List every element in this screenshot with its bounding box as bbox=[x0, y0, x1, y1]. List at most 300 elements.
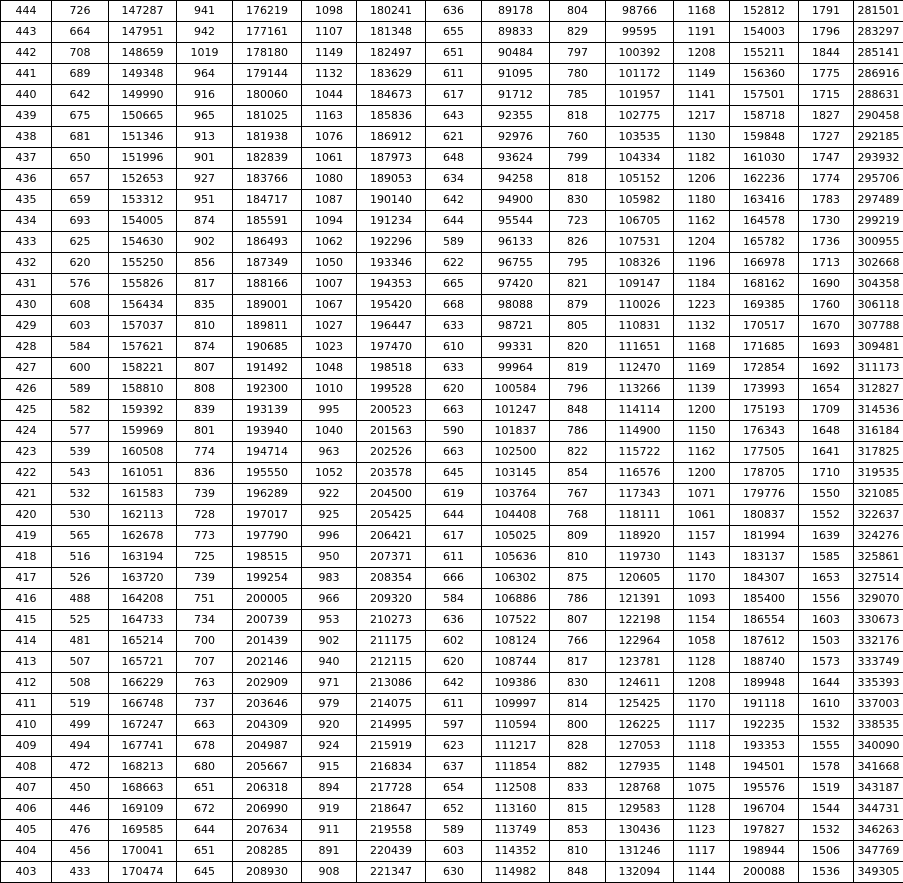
table-cell: 155826 bbox=[109, 274, 177, 295]
table-cell: 1128 bbox=[674, 652, 730, 673]
table-cell: 154005 bbox=[109, 211, 177, 232]
table-cell: 127053 bbox=[606, 736, 674, 757]
table-cell: 196447 bbox=[357, 316, 426, 337]
table-cell: 1641 bbox=[799, 442, 854, 463]
table-cell: 111854 bbox=[482, 757, 550, 778]
table-cell: 1730 bbox=[799, 211, 854, 232]
table-cell: 916 bbox=[177, 85, 233, 106]
table-cell: 1217 bbox=[674, 106, 730, 127]
table-cell: 162113 bbox=[109, 505, 177, 526]
table-cell: 151996 bbox=[109, 148, 177, 169]
table-cell: 108326 bbox=[606, 253, 674, 274]
table-cell: 206990 bbox=[233, 799, 302, 820]
table-cell: 622 bbox=[426, 253, 482, 274]
table-cell: 200739 bbox=[233, 610, 302, 631]
table-cell: 200005 bbox=[233, 589, 302, 610]
table-cell: 202146 bbox=[233, 652, 302, 673]
table-cell: 208285 bbox=[233, 841, 302, 862]
table-cell: 902 bbox=[302, 631, 357, 652]
table-cell: 680 bbox=[177, 757, 233, 778]
table-row bbox=[1, 484, 903, 505]
score-cell: 418 bbox=[1, 547, 52, 568]
table-cell: 159392 bbox=[109, 400, 177, 421]
table-cell: 101957 bbox=[606, 85, 674, 106]
table-cell: 125425 bbox=[606, 694, 674, 715]
table-cell: 637 bbox=[426, 757, 482, 778]
table-cell: 166229 bbox=[109, 673, 177, 694]
table-row bbox=[1, 694, 903, 715]
table-cell: 1062 bbox=[302, 232, 357, 253]
table-cell: 1023 bbox=[302, 337, 357, 358]
table-row bbox=[1, 106, 903, 127]
table-cell: 655 bbox=[426, 22, 482, 43]
table-cell: 1162 bbox=[674, 211, 730, 232]
table-cell: 121391 bbox=[606, 589, 674, 610]
table-cell: 476 bbox=[52, 820, 109, 841]
table-cell: 112470 bbox=[606, 358, 674, 379]
table-cell: 643 bbox=[426, 106, 482, 127]
table-cell: 164578 bbox=[730, 211, 799, 232]
table-cell: 106705 bbox=[606, 211, 674, 232]
table-cell: 678 bbox=[177, 736, 233, 757]
score-cell: 415 bbox=[1, 610, 52, 631]
table-cell: 108744 bbox=[482, 652, 550, 673]
table-cell: 924 bbox=[302, 736, 357, 757]
table-cell: 111217 bbox=[482, 736, 550, 757]
score-cell: 426 bbox=[1, 379, 52, 400]
table-cell: 925 bbox=[302, 505, 357, 526]
table-cell: 728 bbox=[177, 505, 233, 526]
table-cell: 206421 bbox=[357, 526, 426, 547]
table-cell: 882 bbox=[550, 757, 606, 778]
table-cell: 799 bbox=[550, 148, 606, 169]
table-cell: 161583 bbox=[109, 484, 177, 505]
table-cell: 122964 bbox=[606, 631, 674, 652]
score-cell: 404 bbox=[1, 841, 52, 862]
table-row bbox=[1, 505, 903, 526]
table-row bbox=[1, 736, 903, 757]
table-row bbox=[1, 673, 903, 694]
table-cell: 848 bbox=[550, 400, 606, 421]
table-cell: 1048 bbox=[302, 358, 357, 379]
table-cell: 913 bbox=[177, 127, 233, 148]
table-cell: 187973 bbox=[357, 148, 426, 169]
table-cell: 539 bbox=[52, 442, 109, 463]
table-cell: 114900 bbox=[606, 421, 674, 442]
table-cell: 319535 bbox=[854, 463, 903, 484]
table-cell: 189053 bbox=[357, 169, 426, 190]
score-cell: 408 bbox=[1, 757, 52, 778]
table-cell: 450 bbox=[52, 778, 109, 799]
table-cell: 1610 bbox=[799, 694, 854, 715]
table-cell: 113749 bbox=[482, 820, 550, 841]
table-cell: 963 bbox=[302, 442, 357, 463]
table-cell: 307788 bbox=[854, 316, 903, 337]
table-cell: 633 bbox=[426, 358, 482, 379]
table-row bbox=[1, 337, 903, 358]
table-cell: 208354 bbox=[357, 568, 426, 589]
table-cell: 206318 bbox=[233, 778, 302, 799]
table-cell: 185591 bbox=[233, 211, 302, 232]
table-cell: 184673 bbox=[357, 85, 426, 106]
table-cell: 169109 bbox=[109, 799, 177, 820]
table-cell: 217728 bbox=[357, 778, 426, 799]
table-cell: 879 bbox=[550, 295, 606, 316]
table-cell: 103145 bbox=[482, 463, 550, 484]
table-cell: 1076 bbox=[302, 127, 357, 148]
table-row bbox=[1, 589, 903, 610]
table-cell: 603 bbox=[426, 841, 482, 862]
table-cell: 194353 bbox=[357, 274, 426, 295]
table-cell: 333749 bbox=[854, 652, 903, 673]
table-cell: 109147 bbox=[606, 274, 674, 295]
table-cell: 91095 bbox=[482, 64, 550, 85]
table-cell: 519 bbox=[52, 694, 109, 715]
table-cell: 292185 bbox=[854, 127, 903, 148]
table-cell: 205425 bbox=[357, 505, 426, 526]
table-cell: 805 bbox=[550, 316, 606, 337]
table-cell: 611 bbox=[426, 547, 482, 568]
score-cell: 444 bbox=[1, 1, 52, 22]
table-cell: 820 bbox=[550, 337, 606, 358]
table-cell: 161030 bbox=[730, 148, 799, 169]
table-cell: 675 bbox=[52, 106, 109, 127]
table-cell: 154003 bbox=[730, 22, 799, 43]
table-cell: 668 bbox=[426, 295, 482, 316]
table-cell: 1206 bbox=[674, 169, 730, 190]
table-cell: 1169 bbox=[674, 358, 730, 379]
table-cell: 1144 bbox=[674, 862, 730, 883]
score-cell: 433 bbox=[1, 232, 52, 253]
table-cell: 1143 bbox=[674, 547, 730, 568]
table-cell: 105636 bbox=[482, 547, 550, 568]
table-row bbox=[1, 547, 903, 568]
table-cell: 114982 bbox=[482, 862, 550, 883]
table-cell: 329070 bbox=[854, 589, 903, 610]
table-cell: 767 bbox=[550, 484, 606, 505]
table-cell: 633 bbox=[426, 316, 482, 337]
table-cell: 1170 bbox=[674, 694, 730, 715]
table-cell: 488 bbox=[52, 589, 109, 610]
table-row bbox=[1, 778, 903, 799]
table-cell: 1648 bbox=[799, 421, 854, 442]
table-cell: 795 bbox=[550, 253, 606, 274]
table-cell: 1715 bbox=[799, 85, 854, 106]
table-cell: 623 bbox=[426, 736, 482, 757]
table-cell: 106886 bbox=[482, 589, 550, 610]
table-cell: 666 bbox=[426, 568, 482, 589]
table-cell: 98766 bbox=[606, 1, 674, 22]
table-cell: 297489 bbox=[854, 190, 903, 211]
table-cell: 97420 bbox=[482, 274, 550, 295]
table-cell: 836 bbox=[177, 463, 233, 484]
score-cell: 413 bbox=[1, 652, 52, 673]
table-cell: 1117 bbox=[674, 841, 730, 862]
table-cell: 1044 bbox=[302, 85, 357, 106]
table-cell: 1552 bbox=[799, 505, 854, 526]
table-cell: 295706 bbox=[854, 169, 903, 190]
table-cell: 1128 bbox=[674, 799, 730, 820]
table-cell: 113160 bbox=[482, 799, 550, 820]
table-cell: 347769 bbox=[854, 841, 903, 862]
table-cell: 1727 bbox=[799, 127, 854, 148]
table-cell: 1170 bbox=[674, 568, 730, 589]
table-cell: 203646 bbox=[233, 694, 302, 715]
table-cell: 185836 bbox=[357, 106, 426, 127]
table-cell: 129583 bbox=[606, 799, 674, 820]
table-cell: 651 bbox=[177, 841, 233, 862]
table-cell: 651 bbox=[426, 43, 482, 64]
score-cell: 438 bbox=[1, 127, 52, 148]
table-cell: 179776 bbox=[730, 484, 799, 505]
table-body bbox=[1, 1, 903, 883]
table-cell: 446 bbox=[52, 799, 109, 820]
table-cell: 1139 bbox=[674, 379, 730, 400]
score-cell: 432 bbox=[1, 253, 52, 274]
table-cell: 1052 bbox=[302, 463, 357, 484]
table-cell: 195550 bbox=[233, 463, 302, 484]
table-cell: 208930 bbox=[233, 862, 302, 883]
table-cell: 833 bbox=[550, 778, 606, 799]
table-cell: 774 bbox=[177, 442, 233, 463]
table-cell: 201563 bbox=[357, 421, 426, 442]
table-cell: 120605 bbox=[606, 568, 674, 589]
table-cell: 1184 bbox=[674, 274, 730, 295]
table-cell: 162678 bbox=[109, 526, 177, 547]
table-cell: 1555 bbox=[799, 736, 854, 757]
table-cell: 1204 bbox=[674, 232, 730, 253]
table-cell: 809 bbox=[550, 526, 606, 547]
table-cell: 107522 bbox=[482, 610, 550, 631]
table-cell: 187349 bbox=[233, 253, 302, 274]
table-cell: 338535 bbox=[854, 715, 903, 736]
table-cell: 91712 bbox=[482, 85, 550, 106]
table-cell: 198944 bbox=[730, 841, 799, 862]
table-cell: 191234 bbox=[357, 211, 426, 232]
table-cell: 180241 bbox=[357, 1, 426, 22]
table-cell: 1150 bbox=[674, 421, 730, 442]
table-cell: 89178 bbox=[482, 1, 550, 22]
table-cell: 214995 bbox=[357, 715, 426, 736]
table-cell: 1736 bbox=[799, 232, 854, 253]
table-cell: 170041 bbox=[109, 841, 177, 862]
table-cell: 154630 bbox=[109, 232, 177, 253]
table-cell: 325861 bbox=[854, 547, 903, 568]
table-cell: 302668 bbox=[854, 253, 903, 274]
table-row bbox=[1, 295, 903, 316]
table-cell: 681 bbox=[52, 127, 109, 148]
table-row bbox=[1, 442, 903, 463]
table-cell: 300955 bbox=[854, 232, 903, 253]
table-cell: 828 bbox=[550, 736, 606, 757]
table-cell: 1532 bbox=[799, 820, 854, 841]
table-cell: 349305 bbox=[854, 862, 903, 883]
table-cell: 1519 bbox=[799, 778, 854, 799]
table-cell: 996 bbox=[302, 526, 357, 547]
table-cell: 1118 bbox=[674, 736, 730, 757]
table-row bbox=[1, 862, 903, 883]
table-cell: 1760 bbox=[799, 295, 854, 316]
table-cell: 602 bbox=[426, 631, 482, 652]
table-row bbox=[1, 463, 903, 484]
table-cell: 96755 bbox=[482, 253, 550, 274]
table-cell: 170474 bbox=[109, 862, 177, 883]
table-cell: 346263 bbox=[854, 820, 903, 841]
table-cell: 337003 bbox=[854, 694, 903, 715]
score-cell: 416 bbox=[1, 589, 52, 610]
table-cell: 165214 bbox=[109, 631, 177, 652]
table-cell: 118111 bbox=[606, 505, 674, 526]
table-cell: 175193 bbox=[730, 400, 799, 421]
table-cell: 306118 bbox=[854, 295, 903, 316]
table-cell: 119730 bbox=[606, 547, 674, 568]
table-cell: 644 bbox=[177, 820, 233, 841]
table-cell: 966 bbox=[302, 589, 357, 610]
table-cell: 107531 bbox=[606, 232, 674, 253]
table-cell: 766 bbox=[550, 631, 606, 652]
table-row bbox=[1, 841, 903, 862]
table-cell: 1087 bbox=[302, 190, 357, 211]
table-cell: 172854 bbox=[730, 358, 799, 379]
table-cell: 95544 bbox=[482, 211, 550, 232]
table-row bbox=[1, 274, 903, 295]
table-cell: 152653 bbox=[109, 169, 177, 190]
table-cell: 199254 bbox=[233, 568, 302, 589]
table-cell: 157037 bbox=[109, 316, 177, 337]
table-cell: 204309 bbox=[233, 715, 302, 736]
table-cell: 617 bbox=[426, 85, 482, 106]
table-cell: 106302 bbox=[482, 568, 550, 589]
table-cell: 826 bbox=[550, 232, 606, 253]
table-cell: 188740 bbox=[730, 652, 799, 673]
table-cell: 648 bbox=[426, 148, 482, 169]
table-cell: 693 bbox=[52, 211, 109, 232]
table-cell: 1536 bbox=[799, 862, 854, 883]
table-cell: 116576 bbox=[606, 463, 674, 484]
table-cell: 191492 bbox=[233, 358, 302, 379]
table-cell: 920 bbox=[302, 715, 357, 736]
table-cell: 642 bbox=[426, 190, 482, 211]
table-cell: 894 bbox=[302, 778, 357, 799]
table-cell: 1603 bbox=[799, 610, 854, 631]
table-cell: 1094 bbox=[302, 211, 357, 232]
table-cell: 219558 bbox=[357, 820, 426, 841]
table-cell: 672 bbox=[177, 799, 233, 820]
table-cell: 651 bbox=[177, 778, 233, 799]
table-cell: 965 bbox=[177, 106, 233, 127]
table-cell: 1690 bbox=[799, 274, 854, 295]
table-cell: 1191 bbox=[674, 22, 730, 43]
table-cell: 192300 bbox=[233, 379, 302, 400]
table-row bbox=[1, 610, 903, 631]
table-cell: 700 bbox=[177, 631, 233, 652]
table-cell: 99331 bbox=[482, 337, 550, 358]
table-cell: 190140 bbox=[357, 190, 426, 211]
table-cell: 1827 bbox=[799, 106, 854, 127]
table-cell: 611 bbox=[426, 694, 482, 715]
table-cell: 1182 bbox=[674, 148, 730, 169]
table-cell: 207634 bbox=[233, 820, 302, 841]
score-cell: 435 bbox=[1, 190, 52, 211]
table-cell: 1075 bbox=[674, 778, 730, 799]
table-cell: 183629 bbox=[357, 64, 426, 85]
table-cell: 161051 bbox=[109, 463, 177, 484]
table-cell: 170517 bbox=[730, 316, 799, 337]
table-cell: 1506 bbox=[799, 841, 854, 862]
table-cell: 304358 bbox=[854, 274, 903, 295]
score-cell: 431 bbox=[1, 274, 52, 295]
table-cell: 1692 bbox=[799, 358, 854, 379]
table-cell: 183766 bbox=[233, 169, 302, 190]
table-cell: 1163 bbox=[302, 106, 357, 127]
score-cell: 406 bbox=[1, 799, 52, 820]
table-cell: 1713 bbox=[799, 253, 854, 274]
table-cell: 644 bbox=[426, 211, 482, 232]
score-cell: 412 bbox=[1, 673, 52, 694]
table-row bbox=[1, 652, 903, 673]
table-cell: 839 bbox=[177, 400, 233, 421]
table-cell: 316184 bbox=[854, 421, 903, 442]
score-cell: 442 bbox=[1, 43, 52, 64]
table-cell: 163194 bbox=[109, 547, 177, 568]
table-cell: 642 bbox=[426, 673, 482, 694]
table-cell: 324276 bbox=[854, 526, 903, 547]
table-cell: 780 bbox=[550, 64, 606, 85]
table-cell: 589 bbox=[426, 232, 482, 253]
table-cell: 150665 bbox=[109, 106, 177, 127]
score-cell: 427 bbox=[1, 358, 52, 379]
table-cell: 98088 bbox=[482, 295, 550, 316]
table-cell: 804 bbox=[550, 1, 606, 22]
table-cell: 169385 bbox=[730, 295, 799, 316]
table-cell: 193353 bbox=[730, 736, 799, 757]
table-cell: 634 bbox=[426, 169, 482, 190]
table-cell: 875 bbox=[550, 568, 606, 589]
table-cell: 196704 bbox=[730, 799, 799, 820]
table-cell: 114352 bbox=[482, 841, 550, 862]
table-cell: 1050 bbox=[302, 253, 357, 274]
table-cell: 158810 bbox=[109, 379, 177, 400]
table-cell: 927 bbox=[177, 169, 233, 190]
table-cell: 193346 bbox=[357, 253, 426, 274]
table-cell: 1573 bbox=[799, 652, 854, 673]
table-cell: 530 bbox=[52, 505, 109, 526]
table-cell: 584 bbox=[426, 589, 482, 610]
table-cell: 309481 bbox=[854, 337, 903, 358]
table-cell: 1796 bbox=[799, 22, 854, 43]
table-row bbox=[1, 211, 903, 232]
table-cell: 190685 bbox=[233, 337, 302, 358]
table-cell: 1783 bbox=[799, 190, 854, 211]
table-cell: 1098 bbox=[302, 1, 357, 22]
table-cell: 971 bbox=[302, 673, 357, 694]
score-cell: 419 bbox=[1, 526, 52, 547]
table-cell: 92976 bbox=[482, 127, 550, 148]
table-cell: 1067 bbox=[302, 295, 357, 316]
table-cell: 620 bbox=[426, 379, 482, 400]
table-row bbox=[1, 799, 903, 820]
table-cell: 216834 bbox=[357, 757, 426, 778]
table-cell: 902 bbox=[177, 232, 233, 253]
table-cell: 589 bbox=[52, 379, 109, 400]
table-row bbox=[1, 148, 903, 169]
table-cell: 344731 bbox=[854, 799, 903, 820]
table-cell: 1080 bbox=[302, 169, 357, 190]
table-cell: 220439 bbox=[357, 841, 426, 862]
table-cell: 760 bbox=[550, 127, 606, 148]
table-cell: 152812 bbox=[730, 1, 799, 22]
table-cell: 1141 bbox=[674, 85, 730, 106]
